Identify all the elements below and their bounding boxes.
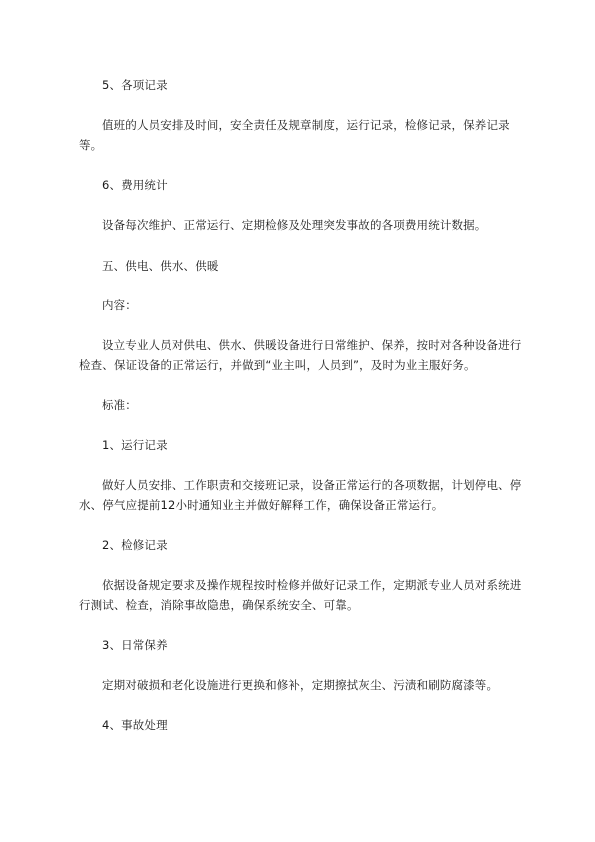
label-standard: 标准： bbox=[102, 398, 137, 412]
section-heading-utilities: 五、供电、供水、供暖 bbox=[102, 259, 219, 273]
heading-daily-care: 3、日常保养 bbox=[102, 638, 168, 652]
heading-operation-records: 1、运行记录 bbox=[102, 438, 168, 452]
paragraph-cost-statistics: 设备每次维护、正常运行、定期检修及处理突发事故的各项费用统计数据。 bbox=[102, 218, 487, 232]
paragraph-content: 设立专业人员对供电、供水、供暖设备进行日常维护、保养，按时对各种设备进行检查、保证设备的正常运行，并做到“业主叫，人员到”，及时为业主服好务。 bbox=[79, 338, 522, 372]
label-content: 内容： bbox=[102, 298, 137, 312]
paragraph-daily-care: 定期对破损和老化设施进行更换和修补，定期擦拭灰尘、污渍和刷防腐漆等。 bbox=[102, 678, 499, 692]
paragraph-maintenance-records: 依据设备规定要求及操作规程按时检修并做好记录工作，定期派专业人员对系统进行测试、检查，消除事故隐患，确保系统安全、可靠。 bbox=[79, 578, 522, 612]
heading-records: 5、各项记录 bbox=[102, 78, 168, 92]
heading-maintenance-records: 2、检修记录 bbox=[102, 538, 168, 552]
paragraph-operation-records: 做好人员安排、工作职责和交接班记录，设备正常运行的各项数据，计划停电、停水、停气应提前12小时通知业主并做好解释工作，确保设备正常运行。 bbox=[79, 478, 522, 512]
heading-cost-statistics: 6、费用统计 bbox=[102, 178, 168, 192]
heading-incident-handling: 4、事故处理 bbox=[102, 718, 168, 732]
paragraph-records: 值班的人员安排及时间，安全责任及规章制度，运行记录，检修记录，保养记录等。 bbox=[79, 118, 510, 152]
